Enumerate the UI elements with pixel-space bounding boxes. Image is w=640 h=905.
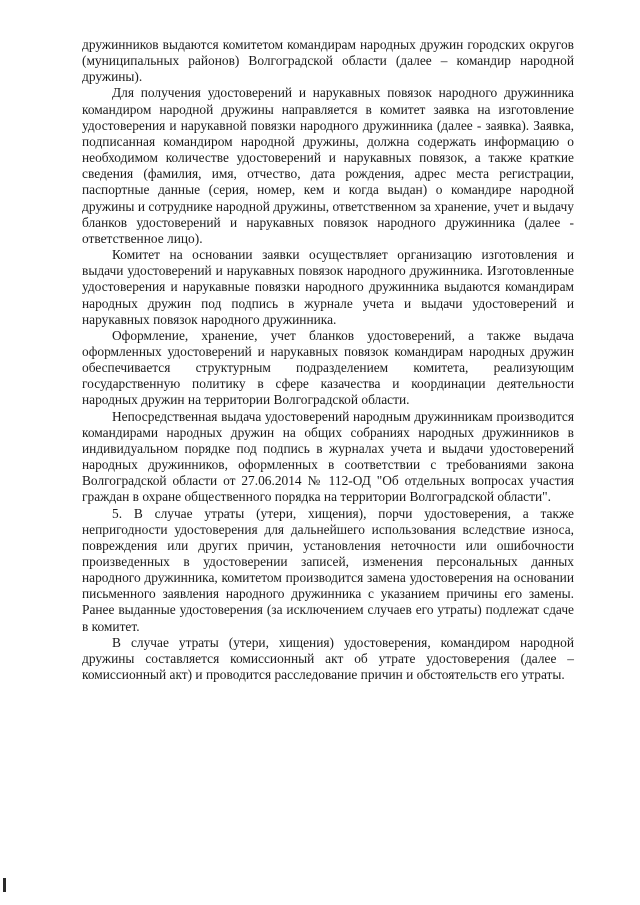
- paragraph-direct-issuance: Непосредственная выдача удостоверений народным дружинникам производится командирами народных дружин на общих собраниях народных дружинников в индивидуальном порядке под подпись в журналах учета и выдачи удостоверений народных дружинников, оформленных в соответствии с требованиями закона Волгоградской области от 27.06.2014 № 112-ОД "Об отдельных вопросах участия граждан в охране общественного порядка на территории Волгоградской области".: [82, 408, 574, 505]
- paragraph-loss-act: В случае утраты (утери, хищения) удостоверения, командиром народной дружины составляется комиссионный акт об утрате удостоверения (далее – комиссионный акт) и проводится расследование причин и обстоятельств его утраты.: [82, 634, 574, 683]
- paragraph-committee-production: Комитет на основании заявки осуществляет организацию изготовления и выдачи удостоверений и нарукавных повязок народного дружинника. Изготовленные удостоверения и нарукавные повязки народного дружинника выдаются командирам народных дружин под подпись в журнале учета и выдачи удостоверений и нарукавных повязок народного дружинника.: [82, 247, 574, 327]
- paragraph-application: Для получения удостоверений и нарукавных повязок народного дружинника командиром народной дружины направляется в комитет заявка на изготовление удостоверения и нарукавной повязки народного дружинника (далее - заявка). Заявка, подписанная командиром народной дружины, должна содержать информацию о необходимом количестве удостоверений и нарукавных повязок, а также краткие сведения (фамилия, имя, отчество, дата рождения, адрес места регистрации, паспортные данные (серия, номер, кем и когда выдан) о командире народной дружины и сотруднике народной дружины, ответственном за хранение, учет и выдачу бланков удостоверений и нарукавных повязок народного дружинника (далее - ответственное лицо).: [82, 85, 574, 246]
- paragraph-storage-accounting: Оформление, хранение, учет бланков удостоверений, а также выдача оформленных удостоверений и нарукавных повязок командирам народных дружин обеспечивается структурным подразделением комитета, реализующим государственную политику в сфере казачества и координации деятельности народных дружин на территории Волгоградской области.: [82, 327, 574, 408]
- document-page: [82, 37, 574, 683]
- paragraph-item-5-replacement: 5. В случае утраты (утери, хищения), порчи удостоверения, а также непригодности удостоверения для дальнейшего использования вследствие износа, повреждения или других причин, установления неточности или ошибочности произведенных в удостоверении записей, изменения персональных данных народного дружинника, комитетом производится замена удостоверения на основании письменного заявления народного дружинника с указанием причины его замены. Ранее выданные удостоверения (за исключением случаев его утраты) подлежат сдаче в комитет.: [82, 505, 574, 634]
- scan-edge-mark: [3, 878, 6, 892]
- paragraph-continuation: дружинников выдаются комитетом командирам народных дружин городских округов (муниципальных районов) Волгоградской области (далее – командир народной дружины).: [82, 37, 574, 85]
